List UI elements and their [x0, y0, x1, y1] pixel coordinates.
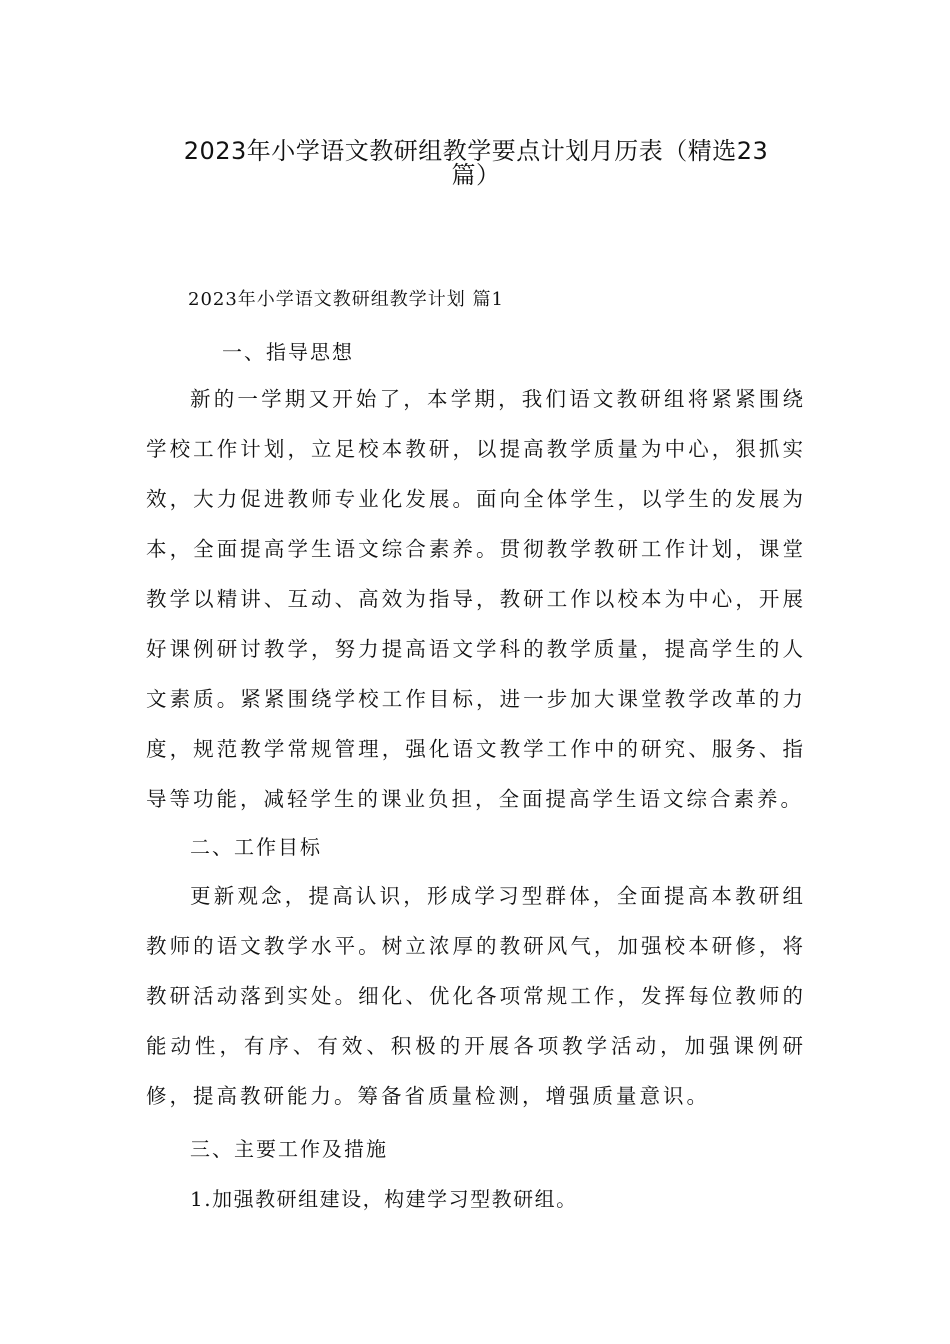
section-heading-main-work: 三、主要工作及措施 — [190, 1137, 388, 1161]
article-subtitle: 2023年小学语文教研组教学计划 篇1 — [188, 289, 504, 310]
section-heading-work-goals: 二、工作目标 — [190, 835, 322, 859]
document-title-line-1: 2023年小学语文教研组教学要点计划月历表（精选23 — [183, 137, 769, 165]
paragraph-guiding-thought: 新的一学期又开始了，本学期，我们语文教研组将紧紧围绕学校工作计划，立足校本教研，以提高教学质量为中心，狠抓实效，大力促进教师专业化发展。面向全体学生，以学生的发展为本，全面提高学生语文综合素养。贯彻教学教研工作计划，课堂教学以精讲、互动、高效为指导，教研工作以校本为中心，开展好课例研讨教学，努力提高语文学科的教学质量，提高学生的人文素质。紧紧围绕学校工作目标，进一步加大课堂教学改革的力度，规范教学常规管理，强化语文教学工作中的研究、服务、指导等功能，减轻学生的课业负担，全面提高学生语文综合素养。 — [146, 387, 806, 811]
paragraph-work-goals: 更新观念，提高认识，形成学习型群体，全面提高本教研组教师的语文教学水平。树立浓厚的教研风气，加强校本研修，将教研活动落到实处。细化、优化各项常规工作，发挥每位教师的能动性，有序、有效、积极的开展各项教学活动，加强课例研修，提高教研能力。筹备省质量检测，增强质量意识。 — [146, 884, 806, 1108]
document-title-line-2: 篇） — [451, 161, 501, 189]
list-item-1: 1.加强教研组建设，构建学习型教研组。 — [190, 1187, 578, 1211]
section-heading-guiding-thought: 一、指导思想 — [222, 340, 354, 364]
